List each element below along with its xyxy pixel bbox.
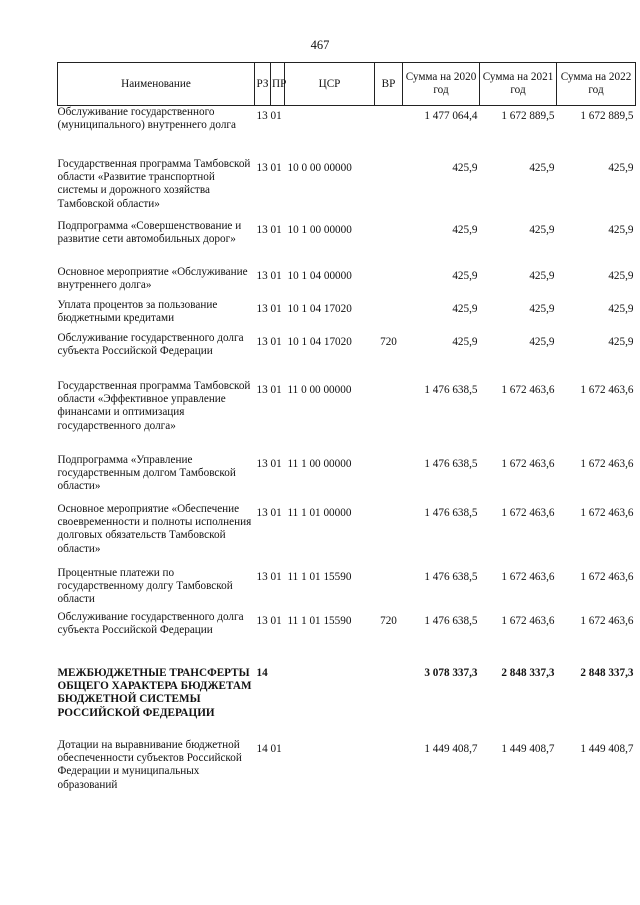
row-rz-pr: 13 01 (256, 335, 282, 348)
row-vr (375, 454, 403, 503)
table-row (58, 739, 636, 799)
table-row (58, 106, 636, 158)
row-vr (375, 266, 403, 299)
row-rz-pr: 13 01 (256, 269, 282, 282)
row-sum-2022: 425,9 (608, 269, 634, 282)
row-vr: 720 (380, 614, 397, 627)
row-sum-2020: 1 476 638,5 (424, 506, 478, 519)
row-sum-2021: 425,9 (529, 223, 555, 236)
row-rz-pr: 13 01 (256, 383, 282, 396)
row-csr: 10 1 04 00000 (287, 269, 352, 282)
row-rz-pr: 13 01 (256, 457, 282, 470)
row-name: Обслуживание государственного долга субъекта Российской Федерации (57, 610, 244, 636)
row-csr (285, 657, 375, 739)
row-sum-2022: 425,9 (608, 223, 634, 236)
row-sum-2022: 1 672 463,6 (580, 457, 634, 470)
row-name: Дотации на выравнивание бюджетной обеспеченности субъектов Российской Федерации и муниципальных образований (57, 738, 242, 791)
row-sum-2021: 1 672 463,6 (501, 570, 555, 583)
row-csr: 11 0 00 00000 (287, 383, 352, 396)
row-sum-2021: 425,9 (529, 269, 555, 282)
table-row (58, 266, 636, 299)
row-sum-2022: 1 672 463,6 (580, 506, 634, 519)
row-sum-2022: 2 848 337,3 (580, 666, 634, 679)
row-sum-2021: 1 672 463,6 (501, 383, 555, 396)
table-row (58, 380, 636, 454)
row-vr: 720 (380, 335, 397, 348)
table-row (58, 567, 636, 611)
row-rz-pr: 14 (256, 666, 268, 679)
row-rz-pr: 13 01 (256, 614, 282, 627)
header-csr: ЦСР (285, 63, 375, 106)
header-sum-2022: Сумма на 2022 год (557, 63, 636, 106)
table-row (58, 454, 636, 503)
row-vr (375, 158, 403, 220)
row-sum-2022: 425,9 (608, 335, 634, 348)
row-csr (285, 739, 375, 799)
row-rz-pr: 13 01 (256, 506, 282, 519)
row-name: Государственная программа Тамбовской области «Развитие транспортной системы и дорожного хозяйства Тамбовской области» (57, 157, 251, 210)
row-sum-2021: 1 672 889,5 (501, 110, 555, 122)
row-rz-pr: 13 01 (256, 223, 282, 236)
row-sum-2020: 425,9 (452, 302, 478, 315)
budget-table (57, 62, 636, 799)
row-csr (285, 106, 375, 158)
row-sum-2022: 1 672 889,5 (580, 110, 634, 122)
row-sum-2021: 1 449 408,7 (501, 742, 555, 755)
row-sum-2021: 1 672 463,6 (501, 457, 555, 470)
row-sum-2020: 425,9 (452, 223, 478, 236)
row-sum-2021: 425,9 (529, 302, 555, 315)
row-sum-2020: 1 476 638,5 (424, 383, 478, 396)
row-sum-2022: 1 449 408,7 (580, 742, 634, 755)
table-row (58, 611, 636, 657)
row-sum-2021: 1 672 463,6 (501, 506, 555, 519)
row-sum-2020: 425,9 (452, 269, 478, 282)
row-rz-pr: 13 01 (256, 302, 282, 315)
row-vr (375, 567, 403, 611)
row-csr: 10 0 00 00000 (287, 161, 352, 174)
header-rz: РЗ (255, 63, 271, 106)
row-sum-2020: 1 477 064,4 (424, 110, 478, 122)
row-sum-2020: 425,9 (452, 335, 478, 348)
row-csr: 10 1 04 17020 (287, 335, 352, 348)
row-vr (375, 106, 403, 158)
table-row (58, 657, 636, 739)
table-header-row (58, 63, 636, 106)
row-csr: 10 1 00 00000 (287, 223, 352, 236)
row-sum-2020: 1 449 408,7 (424, 742, 478, 755)
row-name: Государственная программа Тамбовской области «Эффективное управление финансами и оптимизация государственного долга» (57, 379, 251, 432)
table-row (58, 332, 636, 380)
table-row (58, 220, 636, 266)
row-sum-2020: 3 078 337,3 (424, 666, 478, 679)
row-sum-2022: 1 672 463,6 (580, 570, 634, 583)
header-pr: ПР (271, 63, 285, 106)
row-name: Процентные платежи по государственному долгу Тамбовской области (57, 566, 233, 606)
row-name: Обслуживание государственного (муниципального) внутреннего долга (57, 106, 236, 132)
header-sum-2020: Сумма на 2020 год (403, 63, 480, 106)
row-csr: 10 1 04 17020 (287, 302, 352, 315)
table-row (58, 299, 636, 332)
row-sum-2021: 425,9 (529, 335, 555, 348)
row-csr: 11 1 01 15590 (287, 570, 352, 583)
row-vr (375, 220, 403, 266)
row-sum-2022: 425,9 (608, 161, 634, 174)
row-csr: 11 1 00 00000 (287, 457, 352, 470)
row-sum-2021: 2 848 337,3 (501, 666, 555, 679)
row-name: МЕЖБЮДЖЕТНЫЕ ТРАНСФЕРТЫ ОБЩЕГО ХАРАКТЕРА БЮДЖЕТАМ БЮДЖЕТНОЙ СИСТЕМЫ РОССИЙСКОЙ ФЕДЕРАЦИИ (57, 666, 252, 719)
row-sum-2020: 1 476 638,5 (424, 457, 478, 470)
row-name: Подпрограмма «Совершенствование и развитие сети автомобильных дорог» (57, 219, 242, 245)
row-name: Основное мероприятие «Обслуживание внутреннего долга» (57, 265, 248, 291)
header-sum-2021: Сумма на 2021 год (480, 63, 557, 106)
row-csr: 11 1 01 00000 (287, 506, 352, 519)
row-sum-2020: 1 476 638,5 (424, 614, 478, 627)
row-rz-pr: 13 01 (256, 570, 282, 583)
row-vr (375, 739, 403, 799)
row-name: Основное мероприятие «Обеспечение своевременности и полноты исполнения долговых обязательств Тамбовской области» (57, 502, 252, 555)
header-name: Наименование (58, 63, 255, 106)
row-rz-pr: 13 01 (256, 110, 282, 122)
row-rz-pr: 14 01 (256, 742, 282, 755)
row-vr (375, 299, 403, 332)
row-sum-2022: 1 672 463,6 (580, 614, 634, 627)
row-name: Подпрограмма «Управление государственным долгом Тамбовской области» (57, 453, 236, 493)
table-row (58, 158, 636, 220)
row-sum-2022: 1 672 463,6 (580, 383, 634, 396)
row-vr (375, 657, 403, 739)
header-vr: ВР (375, 63, 403, 106)
row-sum-2021: 1 672 463,6 (501, 614, 555, 627)
row-rz-pr: 13 01 (256, 161, 282, 174)
page-number: 467 (310, 38, 330, 52)
row-vr (375, 503, 403, 567)
row-name: Уплата процентов за пользование бюджетными кредитами (57, 298, 218, 324)
row-sum-2022: 425,9 (608, 302, 634, 315)
row-sum-2021: 425,9 (529, 161, 555, 174)
row-vr (375, 380, 403, 454)
row-name: Обслуживание государственного долга субъекта Российской Федерации (57, 331, 244, 357)
table-row (58, 503, 636, 567)
row-csr: 11 1 01 15590 (287, 614, 352, 627)
row-sum-2020: 1 476 638,5 (424, 570, 478, 583)
row-sum-2020: 425,9 (452, 161, 478, 174)
